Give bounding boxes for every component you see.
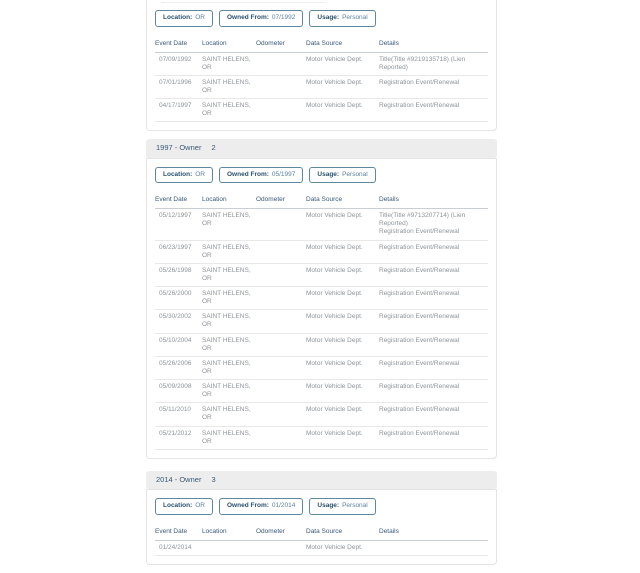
event-row — [155, 209, 488, 240]
owner-badges — [155, 10, 488, 27]
event-date-cell: 05/10/2004 — [155, 333, 202, 356]
report-content — [146, 0, 497, 573]
owner-section-title: 1997 - Owner — [156, 143, 202, 153]
owner-section — [146, 139, 497, 458]
event-odometer-cell — [256, 209, 306, 240]
event-details-cell — [379, 540, 488, 555]
event-row — [155, 333, 488, 356]
column-header: Odometer — [256, 525, 306, 540]
event-data-source-cell: Motor Vehicle Dept. — [306, 75, 379, 98]
column-header: Location — [202, 193, 256, 208]
event-data-source-cell: Motor Vehicle Dept. — [306, 240, 379, 263]
event-date-cell: 05/26/1998 — [155, 263, 202, 286]
location-badge — [155, 167, 213, 184]
event-location-cell: SAINT HELENS, OR — [202, 99, 256, 122]
column-header: Event Date — [155, 37, 202, 52]
badge-label: Usage: — [317, 502, 340, 510]
event-odometer-cell — [256, 287, 306, 310]
event-date-cell: 06/23/1997 — [155, 240, 202, 263]
column-header: Event Date — [155, 525, 202, 540]
event-location-cell: SAINT HELENS, OR — [202, 263, 256, 286]
usage-badge — [309, 10, 375, 27]
event-odometer-cell — [256, 540, 306, 555]
event-location-cell: SAINT HELENS, OR — [202, 75, 256, 98]
event-row — [155, 426, 488, 449]
owner-card — [146, 489, 497, 565]
event-details-cell: Registration Event/Renewal — [379, 99, 488, 122]
event-details-cell: Registration Event/Renewal — [379, 287, 488, 310]
owner-badges — [155, 498, 488, 515]
badge-value: OR — [195, 170, 205, 178]
events-table-header-row — [155, 193, 488, 208]
badge-label: Location: — [163, 502, 193, 510]
event-date-cell: 05/12/1997 — [155, 209, 202, 240]
event-odometer-cell — [256, 99, 306, 122]
owned-from-badge — [219, 10, 303, 27]
owned-from-badge — [219, 498, 303, 515]
event-date-cell: 05/30/2002 — [155, 310, 202, 333]
badge-label: Location: — [163, 14, 193, 21]
event-details-cell: Registration Event/Renewal — [379, 403, 488, 426]
badge-label: Location: — [163, 170, 193, 178]
badge-value: OR — [195, 14, 205, 21]
column-header: Details — [379, 525, 488, 540]
location-badge — [155, 10, 213, 27]
event-row — [155, 287, 488, 310]
column-header: Odometer — [256, 193, 306, 208]
owner-section — [146, 0, 497, 131]
badge-value: 07/1992 — [271, 14, 296, 21]
event-row — [155, 52, 488, 75]
events-table-header-row — [155, 525, 488, 540]
event-odometer-cell — [256, 426, 306, 449]
event-odometer-cell — [256, 333, 306, 356]
event-row — [155, 540, 488, 555]
owner-section-header — [146, 471, 497, 489]
column-header: Location — [202, 37, 256, 52]
event-location-cell: SAINT HELENS, OR — [202, 403, 256, 426]
event-data-source-cell: Motor Vehicle Dept. — [306, 310, 379, 333]
event-location-cell: SAINT HELENS, OR — [202, 426, 256, 449]
event-details-cell: Registration Event/Renewal — [379, 333, 488, 356]
badge-value: Personal — [342, 502, 368, 510]
badge-value: Personal — [342, 14, 368, 21]
event-details-cell: Registration Event/Renewal — [379, 356, 488, 379]
event-row — [155, 356, 488, 379]
event-details-cell: Registration Event/Renewal — [379, 426, 488, 449]
badge-label: Owned From: — [227, 502, 269, 510]
owner-badges — [155, 167, 488, 184]
event-details-cell: Registration Event/Renewal — [379, 263, 488, 286]
event-location-cell: SAINT HELENS, OR — [202, 240, 256, 263]
event-data-source-cell: Motor Vehicle Dept. — [306, 403, 379, 426]
event-location-cell: SAINT HELENS, OR — [202, 209, 256, 240]
event-details-cell: Registration Event/Renewal — [379, 380, 488, 403]
event-data-source-cell: Motor Vehicle Dept. — [306, 99, 379, 122]
events-table — [155, 525, 488, 556]
event-details-cell: Registration Event/Renewal — [379, 240, 488, 263]
event-data-source-cell: Motor Vehicle Dept. — [306, 287, 379, 310]
event-odometer-cell — [256, 240, 306, 263]
owner-section — [146, 471, 497, 565]
event-row — [155, 403, 488, 426]
column-header: Location — [202, 525, 256, 540]
event-location-cell: SAINT HELENS, OR — [202, 380, 256, 403]
badge-label: Owned From: — [227, 14, 269, 21]
event-details-cell: Registration Event/Renewal — [379, 75, 488, 98]
badge-value: 01/2014 — [271, 502, 296, 510]
event-row — [155, 75, 488, 98]
event-data-source-cell: Motor Vehicle Dept. — [306, 333, 379, 356]
column-header: Details — [379, 193, 488, 208]
owner-section-header — [146, 139, 497, 157]
event-data-source-cell: Motor Vehicle Dept. — [306, 540, 379, 555]
badge-value: 05/1997 — [271, 170, 296, 178]
badge-value: Personal — [342, 170, 368, 178]
event-details-cell: Title(Title #9219135718) (Lien Reported) — [379, 52, 488, 75]
event-date-cell: 05/11/2010 — [155, 403, 202, 426]
usage-badge — [309, 167, 375, 184]
event-location-cell: SAINT HELENS, OR — [202, 287, 256, 310]
column-header: Data Source — [306, 525, 379, 540]
event-odometer-cell — [256, 356, 306, 379]
event-details-cell: Title(Title #9713207714) (Lien Reported) Registration Event/Renewal — [379, 209, 488, 240]
column-header: Data Source — [306, 37, 379, 52]
column-header: Odometer — [256, 37, 306, 52]
column-header: Event Date — [155, 193, 202, 208]
event-location-cell: SAINT HELENS, OR — [202, 52, 256, 75]
badge-label: Usage: — [317, 14, 340, 21]
owner-card — [146, 0, 497, 131]
event-data-source-cell: Motor Vehicle Dept. — [306, 380, 379, 403]
event-date-cell: 01/24/2014 — [155, 540, 202, 555]
owner-section-title: 2014 - Owner — [156, 474, 202, 484]
event-row — [155, 310, 488, 333]
event-date-cell: 07/09/1992 — [155, 52, 202, 75]
event-data-source-cell: Motor Vehicle Dept. — [306, 356, 379, 379]
event-date-cell: 05/21/2012 — [155, 426, 202, 449]
event-odometer-cell — [256, 52, 306, 75]
usage-badge — [309, 498, 375, 515]
badge-label: Usage: — [317, 170, 340, 178]
event-odometer-cell — [256, 310, 306, 333]
events-table — [155, 37, 488, 123]
event-odometer-cell — [256, 380, 306, 403]
event-data-source-cell: Motor Vehicle Dept. — [306, 52, 379, 75]
event-details-cell: Registration Event/Renewal — [379, 310, 488, 333]
event-date-cell: 05/09/2008 — [155, 380, 202, 403]
event-location-cell: SAINT HELENS, OR — [202, 333, 256, 356]
badge-value: OR — [195, 502, 205, 510]
event-date-cell: 07/01/1996 — [155, 75, 202, 98]
event-data-source-cell: Motor Vehicle Dept. — [306, 426, 379, 449]
events-table — [155, 193, 488, 449]
event-row — [155, 240, 488, 263]
events-table-header-row — [155, 37, 488, 52]
owner-card — [146, 158, 497, 459]
event-odometer-cell — [256, 75, 306, 98]
event-row — [155, 263, 488, 286]
event-date-cell: 05/26/2000 — [155, 287, 202, 310]
event-row — [155, 380, 488, 403]
event-data-source-cell: Motor Vehicle Dept. — [306, 209, 379, 240]
event-odometer-cell — [256, 263, 306, 286]
event-data-source-cell: Motor Vehicle Dept. — [306, 263, 379, 286]
owner-number: 3 — [211, 474, 216, 484]
event-date-cell: 05/26/2006 — [155, 356, 202, 379]
column-header: Data Source — [306, 193, 379, 208]
column-header: Details — [379, 37, 488, 52]
event-location-cell: SAINT HELENS, OR — [202, 356, 256, 379]
owner-number: 2 — [211, 143, 216, 153]
event-location-cell — [202, 540, 256, 555]
owned-from-badge — [219, 167, 303, 184]
event-location-cell: SAINT HELENS, OR — [202, 310, 256, 333]
event-odometer-cell — [256, 403, 306, 426]
location-badge — [155, 498, 213, 515]
event-date-cell: 04/17/1997 — [155, 99, 202, 122]
event-row — [155, 99, 488, 122]
badge-label: Owned From: — [227, 170, 269, 178]
